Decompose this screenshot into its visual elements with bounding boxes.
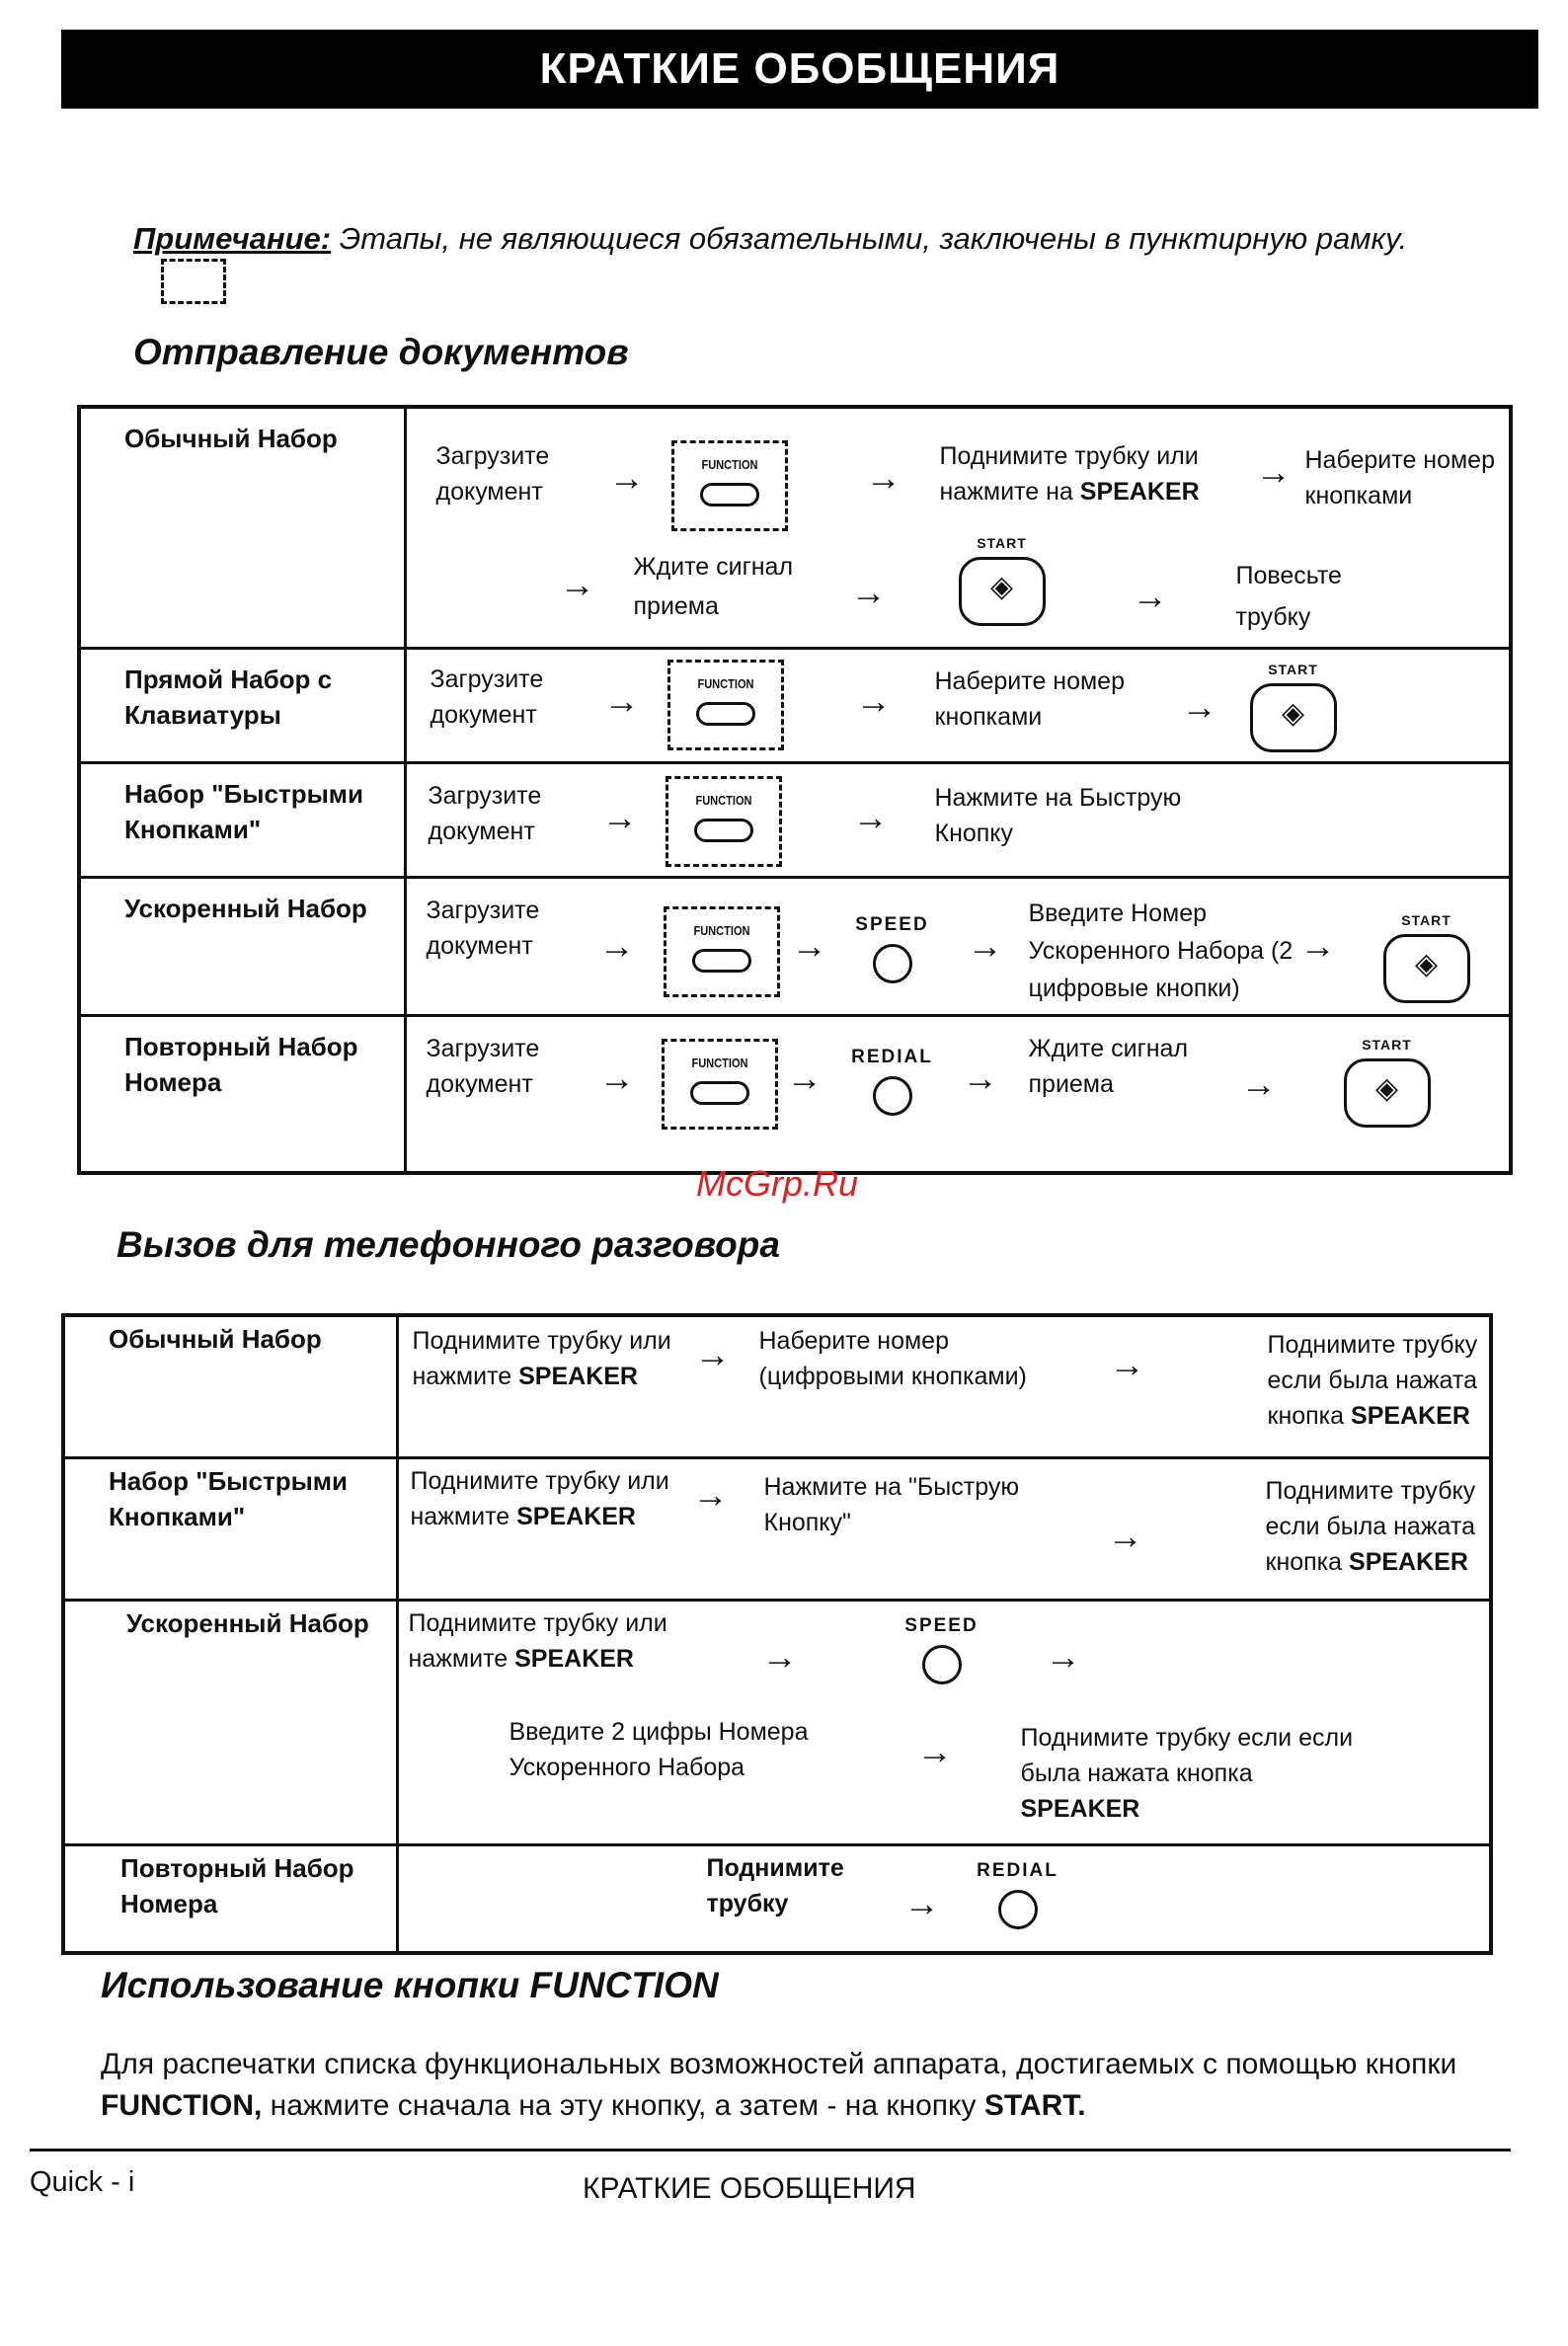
row-steps [397, 1457, 1491, 1600]
page-title-banner: КРАТКИЕ ОБОБЩЕНИЯ [61, 30, 1538, 109]
table-row [63, 1315, 1491, 1457]
step-wait: Ждите сигнал приема [1028, 1034, 1189, 1098]
row-label: Набор "Быстрыми Кнопками" [79, 762, 405, 877]
footer-page-label: Quick - i [30, 2166, 135, 2198]
table-row [79, 648, 1511, 762]
arrow-icon: → [559, 564, 595, 604]
function-paragraph: Для распечатки списка функциональных возможностей аппарата, достигаемых с помощью кнопки FUNCTION, нажмите сначала на эту кнопку, а затем - на кнопку START. [101, 2048, 1457, 2122]
table-row [63, 1457, 1491, 1600]
send-documents-table [77, 405, 1513, 1175]
step-load: Загрузите документ [430, 665, 544, 729]
step-press-quick-key: Нажмите на Быструю Кнопку [934, 783, 1182, 847]
row-label: Обычный Набор [79, 407, 405, 648]
arrow-icon: → [1045, 1635, 1081, 1677]
arrow-icon: → [916, 1730, 953, 1771]
arrow-icon: → [598, 1056, 635, 1098]
table-row [63, 1844, 1491, 1953]
voice-call-table [61, 1313, 1493, 1955]
row-steps [405, 648, 1511, 762]
arrow-icon: → [1181, 685, 1217, 727]
step-load: Загрузите документ [428, 781, 542, 845]
arrow-icon: → [903, 1882, 940, 1923]
arrow-icon: → [761, 1635, 798, 1677]
step-enter-speed-number: Введите Номер Ускоренного Набора (2 цифровые кнопки) [1028, 899, 1294, 1002]
row-steps [397, 1844, 1491, 1953]
arrow-icon: → [850, 572, 887, 612]
row-label: Ускоренный Набор [63, 1600, 397, 1844]
note [133, 219, 1437, 304]
arrow-icon: → [967, 924, 1003, 966]
arrow-icon: → [791, 924, 827, 966]
function-button-icon: FUNCTION [671, 440, 788, 531]
arrow-icon: → [962, 1056, 998, 1098]
step-lift: Поднимите трубку [706, 1853, 844, 1917]
step-lift: Поднимите трубку или нажмите на SPEAKER [939, 442, 1200, 506]
table-row [79, 407, 1511, 648]
arrow-icon: → [1132, 576, 1168, 616]
row-label: Прямой Набор с Клавиатуры [79, 648, 405, 762]
step-wait: Ждите сигнал приема [633, 553, 794, 620]
row-steps [405, 762, 1511, 877]
speed-button-icon: SPEED [838, 914, 947, 991]
arrow-icon: → [1107, 1515, 1143, 1556]
table-row [63, 1600, 1491, 1844]
arrow-icon: → [694, 1334, 731, 1374]
dashed-frame-icon [161, 259, 226, 304]
step-dial: Наберите номер кнопками [1304, 446, 1495, 509]
step-lift-again: Поднимите трубку если была нажата кнопка SPEAKER [1267, 1331, 1478, 1430]
note-text: Этапы, не являющиеся обязательными, заключены в пунктирную рамку. [339, 221, 1408, 256]
arrow-icon: → [692, 1473, 729, 1515]
row-steps [405, 877, 1511, 1015]
arrow-icon: → [1109, 1344, 1145, 1384]
redial-button-icon: REDIAL [838, 1047, 947, 1124]
footer-divider [30, 2149, 1511, 2151]
function-button-icon: FUNCTION [667, 660, 784, 750]
row-steps [397, 1600, 1491, 1844]
speed-button-icon: SPEED [888, 1615, 996, 1692]
section-send-title: Отправление документов [133, 332, 629, 372]
arrow-icon: → [855, 679, 892, 721]
table-row [79, 1015, 1511, 1173]
arrow-icon: → [598, 924, 635, 966]
row-label: Повторный Набор Номера [63, 1844, 397, 1953]
redial-button-icon: REDIAL [964, 1860, 1072, 1937]
start-button-icon: START ◈ [1246, 662, 1341, 752]
step-hang: Повесьте трубку [1235, 562, 1342, 631]
row-steps [397, 1315, 1491, 1457]
note-label: Примечание: [133, 221, 332, 256]
function-button-icon: FUNCTION [664, 906, 780, 997]
row-steps [405, 1015, 1511, 1173]
step-lift: Поднимите трубку или нажмите SPEAKER [410, 1466, 669, 1530]
arrow-icon: → [603, 679, 640, 721]
row-label: Набор "Быстрыми Кнопками" [63, 1457, 397, 1600]
arrow-icon: → [1240, 1062, 1277, 1104]
step-lift: Поднимите трубку или нажмите SPEAKER [412, 1327, 671, 1390]
step-lift-again: Поднимите трубку если была нажата кнопка SPEAKER [1265, 1476, 1476, 1576]
step-dial: Наберите номер кнопками [934, 666, 1125, 731]
arrow-icon: → [1255, 451, 1292, 492]
step-load: Загрузите документ [426, 1034, 540, 1098]
arrow-icon: → [852, 796, 889, 837]
function-button-icon: FUNCTION [662, 1039, 778, 1130]
start-button-icon: START ◈ [1340, 1037, 1435, 1128]
watermark: McGrp.Ru [696, 1163, 859, 1204]
arrow-icon: → [786, 1056, 823, 1098]
section-call-title: Вызов для телефонного разговора [117, 1224, 780, 1265]
row-label: Ускоренный Набор [79, 877, 405, 1015]
step-dial: Наберите номер (цифровыми кнопками) [758, 1327, 1027, 1390]
row-label: Обычный Набор [63, 1315, 397, 1457]
arrow-icon: → [608, 457, 645, 498]
step-press-quick-key: Нажмите на "Быструю Кнопку" [763, 1472, 1020, 1536]
start-button-icon: START ◈ [1379, 912, 1474, 1003]
arrow-icon: → [601, 796, 638, 837]
table-row [79, 762, 1511, 877]
start-button-icon: START ◈ [955, 535, 1050, 626]
step-lift-again: Поднимите трубку если если была нажата кнопка SPEAKER [1020, 1723, 1354, 1823]
step-lift: Поднимите трубку или нажмите SPEAKER [408, 1608, 667, 1673]
section-function-title: Использование кнопки FUNCTION [101, 1965, 719, 2005]
arrow-icon: → [865, 457, 902, 498]
arrow-icon: → [1299, 924, 1336, 966]
row-steps [405, 407, 1511, 648]
step-enter-speed-number: Введите 2 цифры Номера Ускоренного Набора [509, 1717, 809, 1781]
step-load: Загрузите документ [426, 896, 540, 960]
row-label: Повторный Набор Номера [79, 1015, 405, 1173]
footer-title: КРАТКИЕ ОБОБЩЕНИЯ [583, 2172, 916, 2205]
table-row [79, 877, 1511, 1015]
function-button-icon: FUNCTION [666, 776, 782, 867]
step-load: Загрузите документ [435, 442, 550, 506]
